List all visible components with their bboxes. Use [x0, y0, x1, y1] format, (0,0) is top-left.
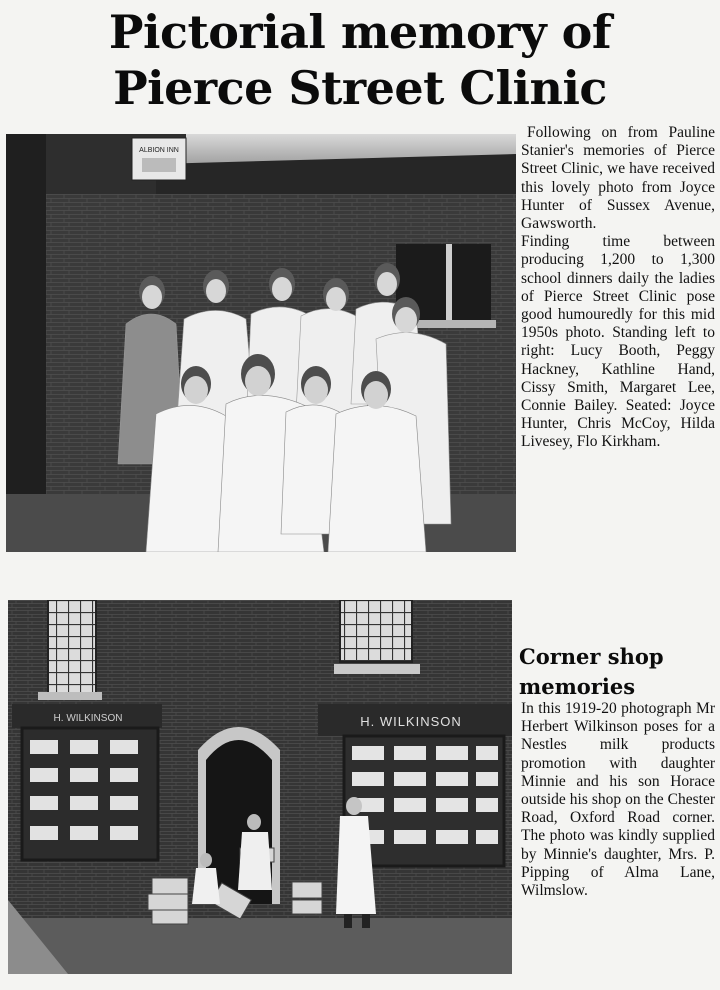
clinic-article — [521, 124, 715, 452]
shop-sign: H. WILKINSON — [360, 714, 462, 729]
corner-shop-photo — [8, 600, 512, 974]
corner-shop-article-body: In this 1919-20 photograph Mr Herbert Wilkinson poses for a Nestles milk products promotion with daughter Minnie and his son Horace outside his shop on the Chester Road, Oxford Road corner. The photo was kindly supplied by Minnie's daughter, Mrs. P. Pipping of Alma Lane, Wilmslow. — [521, 700, 715, 900]
corner-shop-heading — [519, 642, 719, 702]
left-shop-sign: H. WILKINSON — [53, 713, 123, 724]
clinic-article-paragraph-2: Finding time between producing 1,200 to 1,300 school dinners daily the ladies of Pierce Street Clinic pose good humouredly for this mid 1950s photo. Standing left to right: Lucy Booth, Peggy Hackney, Kathline Hand, Cissy Smith, Margaret Lee, Connie Bailey. Seated: Joyce Hunter, Chris McCoy, Hilda Livesey, Flo Kirkham. — [521, 233, 715, 451]
corner-shop-photo-image — [8, 600, 512, 974]
corner-shop-article — [521, 700, 715, 900]
headline-line-1: Pictorial memory of — [108, 5, 612, 59]
clinic-staff-photo-image — [6, 134, 516, 552]
clinic-article-paragraph-1: Following on from Pauline Stanier's memories of Pierce Street Clinic, we have received this lovely photo from Joyce Hunter of Sussex Avenue, Gawsworth. — [521, 124, 715, 233]
pub-sign-text: ALBION INN — [139, 147, 179, 154]
headline — [0, 4, 720, 116]
clinic-staff-photo — [6, 134, 516, 552]
corner-shop-heading-line-2: memories — [519, 674, 636, 699]
corner-shop-heading-line-1: Corner shop — [519, 644, 664, 669]
headline-line-2: Pierce Street Clinic — [113, 61, 607, 115]
